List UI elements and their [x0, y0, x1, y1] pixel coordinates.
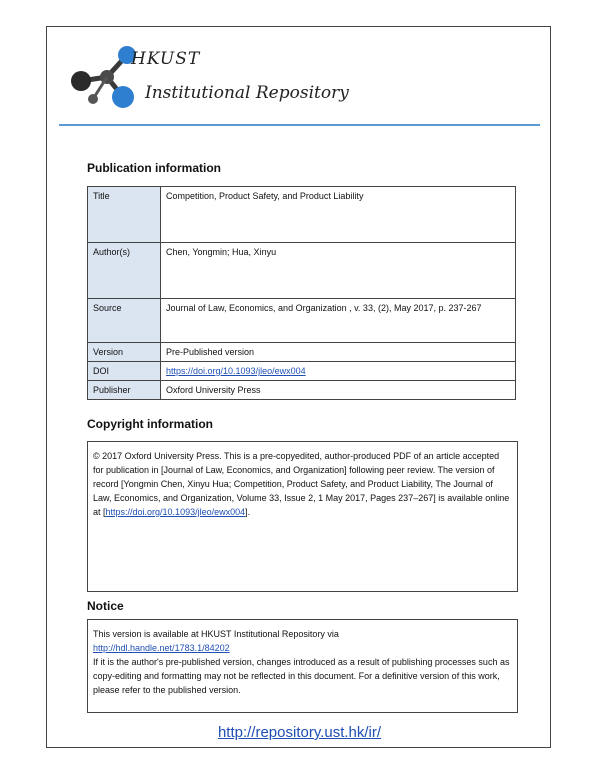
notice-heading: Notice	[87, 599, 124, 613]
table-row	[88, 362, 516, 381]
repository-link[interactable]: http://repository.ust.hk/ir/	[217, 724, 382, 741]
row-label: Source	[88, 299, 161, 343]
row-value: Pre-Published version	[161, 343, 516, 362]
header-divider	[59, 124, 540, 126]
table-row	[88, 243, 516, 299]
table-row	[88, 343, 516, 362]
copyright-box	[87, 441, 518, 592]
logo-subtitle: Institutional Repository	[145, 83, 349, 103]
row-label: Title	[88, 187, 161, 243]
doi-link[interactable]: https://doi.org/10.1093/jleo/ewx004	[166, 366, 306, 376]
publication-heading: Publication information	[87, 161, 221, 175]
notice-body: If it is the author's pre-published version, changes introduced as a result of publishing processes such as copy-editing and formatting may not be reflected in this document. For a definitive version of this work, please refer to the published version.	[93, 657, 510, 695]
copyright-doi-link[interactable]: https://doi.org/10.1093/jleo/ewx004	[105, 507, 246, 517]
copyright-text-end: ].	[245, 507, 251, 517]
row-value: Journal of Law, Economics, and Organization , v. 33, (2), May 2017, p. 237-267	[161, 299, 516, 343]
table-row	[88, 381, 516, 400]
row-value	[161, 362, 516, 381]
row-label: DOI	[88, 362, 161, 381]
table-row	[88, 187, 516, 243]
notice-box	[87, 619, 518, 713]
copyright-text: © 2017 Oxford University Press. This is a pre-copyedited, author-produced PDF of an article accepted for publication in [Journal of Law, Economics, and Organization] following peer review. The version of record [Yongmin Chen, Xinyu Hua; Competition, Product Safety, and Product Liability, The Journal of Law, Economics, and Organization, Volume 33, Issue 2, 1 May 2017, Pages 237–267] is available online at [	[93, 451, 510, 517]
publication-table	[87, 186, 516, 400]
logo-title: HKUST	[131, 49, 201, 69]
notice-intro: This version is available at HKUST Institutional Repository via	[93, 629, 339, 639]
row-value: Oxford University Press	[161, 381, 516, 400]
document-page	[46, 26, 551, 748]
table-row	[88, 299, 516, 343]
handle-link[interactable]: http://hdl.handle.net/1783.1/84202	[93, 643, 230, 653]
row-label: Publisher	[88, 381, 161, 400]
row-value: Competition, Product Safety, and Product Liability	[161, 187, 516, 243]
row-value: Chen, Yongmin; Hua, Xinyu	[161, 243, 516, 299]
copyright-heading: Copyright information	[87, 417, 213, 431]
row-label: Version	[88, 343, 161, 362]
row-label: Author(s)	[88, 243, 161, 299]
